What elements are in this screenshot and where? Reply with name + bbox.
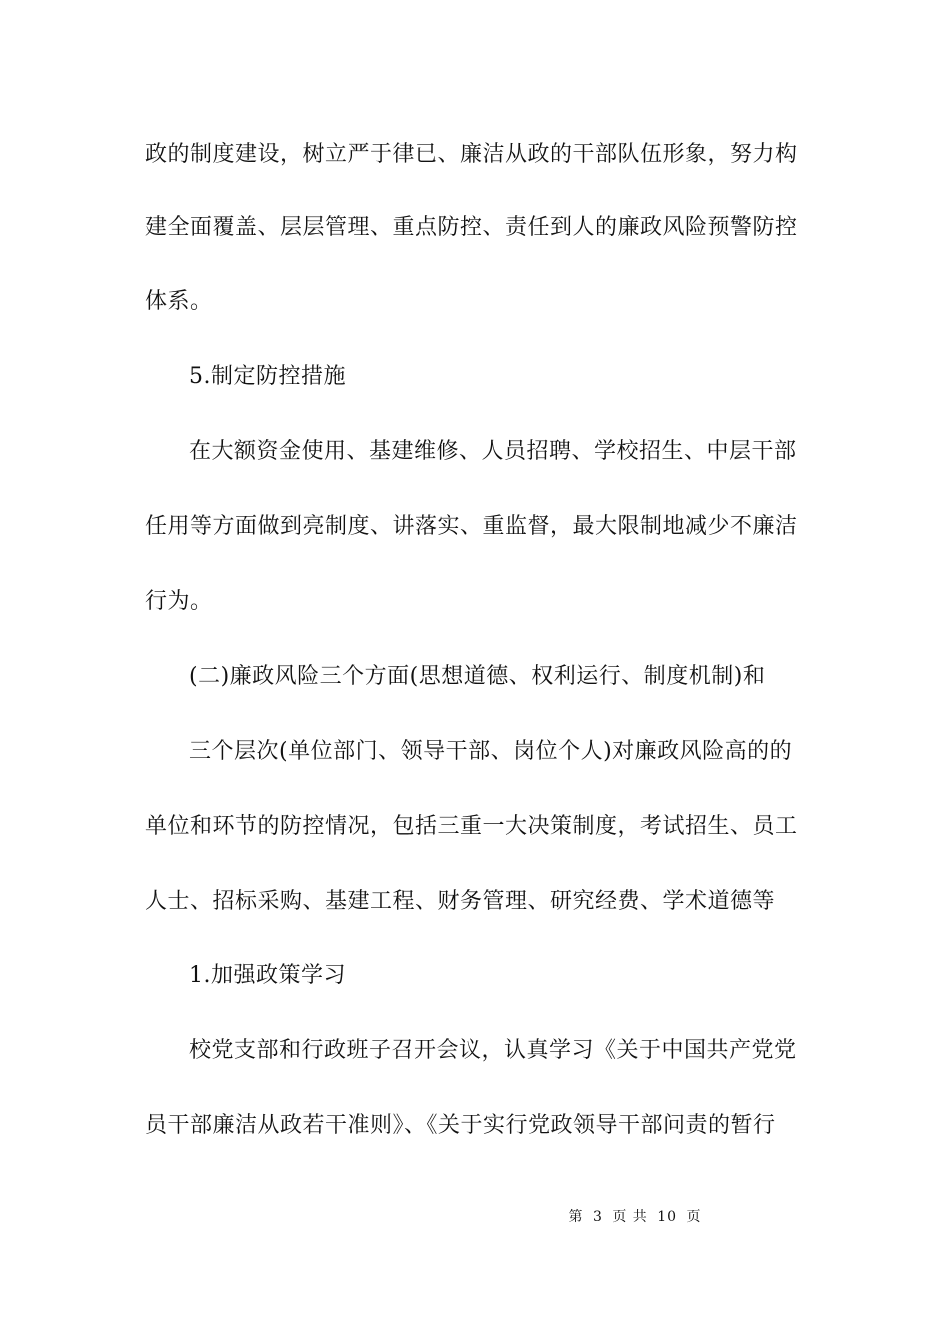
- section-heading-1: 1.加强政策学习: [189, 963, 346, 988]
- paragraph-line-14: 员干部廉洁从政若干准则》、《关于实行党政领导干部问责的暂行: [145, 1113, 776, 1138]
- section-heading-5: 5.制定防控措施: [189, 364, 346, 389]
- footer-total-pages: 10: [657, 1209, 678, 1225]
- footer-prefix: 第: [568, 1209, 584, 1225]
- footer-current-page: 3: [592, 1209, 603, 1225]
- paragraph-line-2: 建全面覆盖、层层管理、重点防控、责任到人的廉政风险预警防控: [145, 215, 798, 240]
- paragraph-line-1: 政的制度建设，树立严于律已、廉洁从政的干部队伍形象，努力构: [145, 142, 798, 167]
- page-number: [566, 1209, 703, 1225]
- paragraph-line-5: 在大额资金使用、基建维修、人员招聘、学校招生、中层干部: [189, 439, 797, 464]
- paragraph-line-9: 三个层次(单位部门、领导干部、岗位个人)对廉政风险高的的: [189, 739, 793, 764]
- paragraph-line-13: 校党支部和行政班子召开会议，认真学习《关于中国共产党党: [189, 1038, 797, 1063]
- footer-middle: 页 共: [612, 1209, 648, 1225]
- paragraph-line-10: 单位和环节的防控情况，包括三重一大决策制度，考试招生、员工: [145, 814, 798, 839]
- page-footer: [0, 1207, 950, 1227]
- paragraph-line-7: 行为。: [145, 589, 213, 614]
- paragraph-line-3: 体系。: [145, 289, 213, 314]
- footer-suffix: 页: [686, 1209, 702, 1225]
- paragraph-line-11: 人士、招标采购、基建工程、财务管理、研究经费、学术道德等: [145, 889, 776, 914]
- section-heading-2: (二)廉政风险三个方面(思想道德、权利运行、制度机制)和: [189, 664, 766, 689]
- paragraph-line-6: 任用等方面做到亮制度、讲落实、重监督，最大限制地减少不廉洁: [145, 514, 798, 539]
